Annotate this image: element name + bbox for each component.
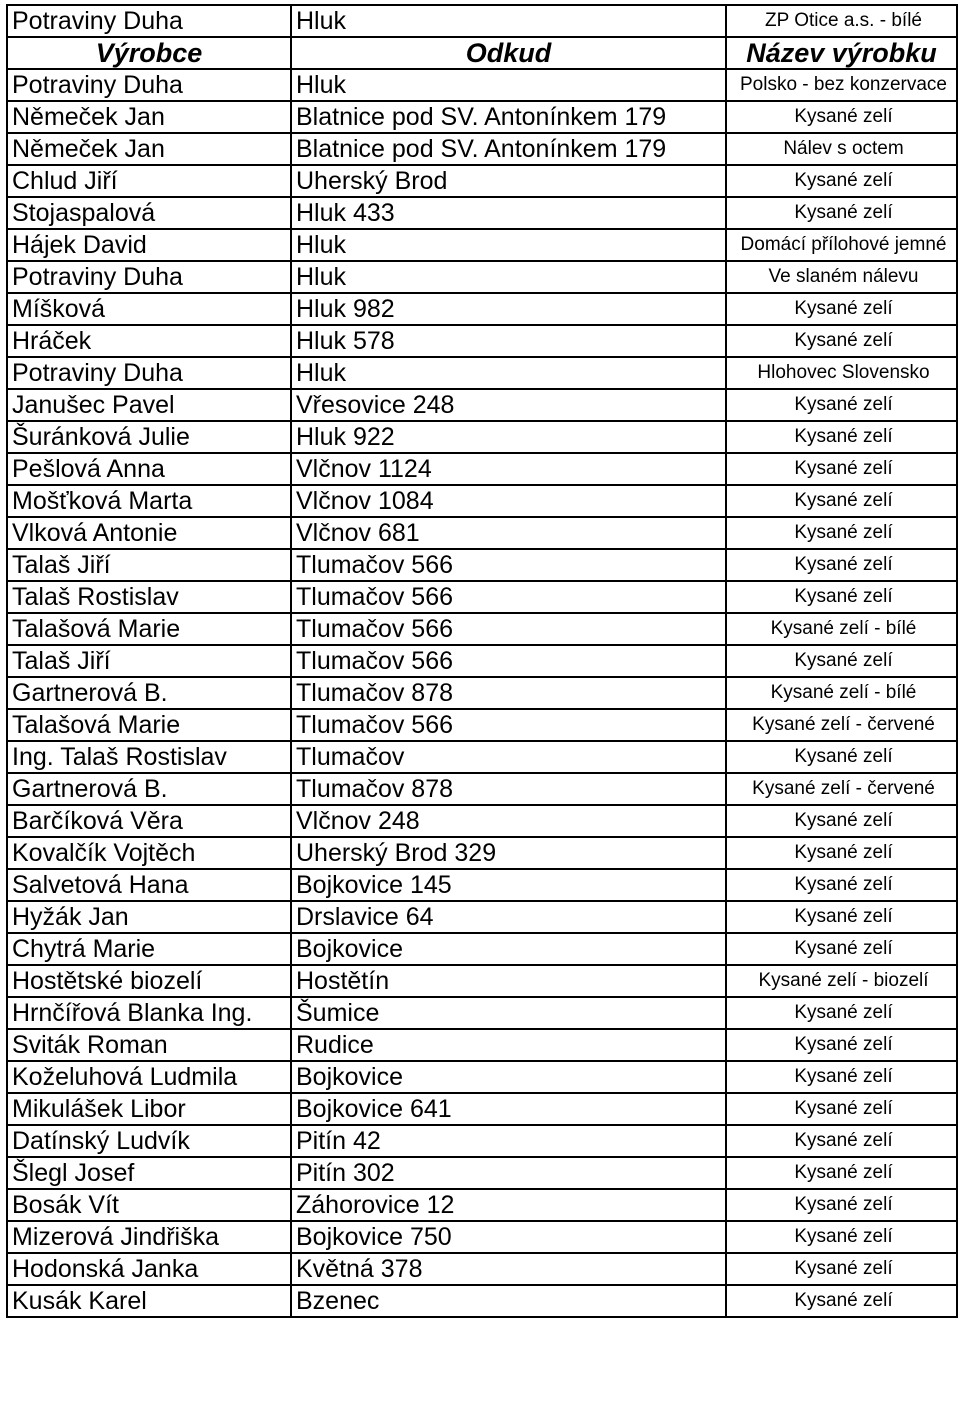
origin-cell: Vřesovice 248	[291, 389, 726, 421]
origin-cell: Hluk	[291, 5, 726, 37]
table-row	[7, 357, 957, 389]
table-row	[7, 325, 957, 357]
product-cell: Kysané zelí	[726, 1029, 957, 1061]
header-row	[7, 37, 957, 69]
table-row	[7, 773, 957, 805]
origin-column-header: Odkud	[291, 37, 726, 69]
product-cell: Kysané zelí	[726, 485, 957, 517]
product-cell: Polsko - bez konzervace	[726, 69, 957, 101]
product-cell: Kysané zelí	[726, 1253, 957, 1285]
product-cell: Kysané zelí	[726, 933, 957, 965]
origin-cell: Drslavice 64	[291, 901, 726, 933]
origin-cell: Blatnice pod SV. Antonínkem 179	[291, 101, 726, 133]
table-row	[7, 453, 957, 485]
producer-cell: Pešlová Anna	[7, 453, 291, 485]
producer-cell: Mošťková Marta	[7, 485, 291, 517]
producer-cell: Potraviny Duha	[7, 69, 291, 101]
product-cell: Kysané zelí	[726, 1061, 957, 1093]
table-row	[7, 421, 957, 453]
origin-cell: Blatnice pod SV. Antonínkem 179	[291, 133, 726, 165]
origin-cell: Pitín 302	[291, 1157, 726, 1189]
producer-cell: Mizerová Jindřiška	[7, 1221, 291, 1253]
producer-cell: Talaš Jiří	[7, 645, 291, 677]
producer-cell: Němeček Jan	[7, 133, 291, 165]
origin-cell: Uherský Brod 329	[291, 837, 726, 869]
product-cell: Kysané zelí	[726, 741, 957, 773]
product-cell: Kysané zelí - bílé	[726, 677, 957, 709]
product-cell: Kysané zelí	[726, 997, 957, 1029]
producer-cell: Talaš Rostislav	[7, 581, 291, 613]
table-row	[7, 613, 957, 645]
origin-cell: Vlčnov 248	[291, 805, 726, 837]
table-row	[7, 293, 957, 325]
origin-cell: Bojkovice	[291, 933, 726, 965]
origin-cell: Bojkovice 641	[291, 1093, 726, 1125]
table-row	[7, 1093, 957, 1125]
producer-column-header: Výrobce	[7, 37, 291, 69]
table-row	[7, 581, 957, 613]
producer-cell: Chytrá Marie	[7, 933, 291, 965]
product-cell: Kysané zelí	[726, 805, 957, 837]
table-row	[7, 709, 957, 741]
producer-cell: Ing. Talaš Rostislav	[7, 741, 291, 773]
table-row	[7, 229, 957, 261]
product-cell: Kysané zelí	[726, 101, 957, 133]
producer-cell: Potraviny Duha	[7, 261, 291, 293]
origin-cell: Hluk 982	[291, 293, 726, 325]
origin-cell: Tlumačov 878	[291, 677, 726, 709]
origin-cell: Rudice	[291, 1029, 726, 1061]
origin-cell: Hluk 433	[291, 197, 726, 229]
origin-cell: Tlumačov 566	[291, 709, 726, 741]
origin-cell: Vlčnov 681	[291, 517, 726, 549]
origin-cell: Hluk	[291, 69, 726, 101]
producer-cell: Talašová Marie	[7, 709, 291, 741]
origin-cell: Tlumačov	[291, 741, 726, 773]
table-row	[7, 645, 957, 677]
origin-cell: Tlumačov 566	[291, 549, 726, 581]
table-body	[7, 5, 957, 1317]
product-cell: Kysané zelí	[726, 1125, 957, 1157]
producer-cell: Potraviny Duha	[7, 5, 291, 37]
table-row	[7, 517, 957, 549]
producer-cell: Salvetová Hana	[7, 869, 291, 901]
product-cell: Kysané zelí	[726, 325, 957, 357]
table-row	[7, 741, 957, 773]
product-cell: Hlohovec Slovensko	[726, 357, 957, 389]
table-row	[7, 997, 957, 1029]
origin-cell: Uherský Brod	[291, 165, 726, 197]
origin-cell: Tlumačov 566	[291, 645, 726, 677]
producer-cell: Hodonská Janka	[7, 1253, 291, 1285]
product-cell: Kysané zelí - červené	[726, 709, 957, 741]
origin-cell: Tlumačov 878	[291, 773, 726, 805]
table-row	[7, 677, 957, 709]
origin-cell: Hluk	[291, 357, 726, 389]
table-row	[7, 261, 957, 293]
product-cell: Kysané zelí	[726, 293, 957, 325]
product-cell: Nálev s octem	[726, 133, 957, 165]
table-row	[7, 1253, 957, 1285]
producer-cell: Hájek David	[7, 229, 291, 261]
origin-cell: Květná 378	[291, 1253, 726, 1285]
product-cell: Kysané zelí	[726, 1221, 957, 1253]
origin-cell: Tlumačov 566	[291, 581, 726, 613]
table-row	[7, 1029, 957, 1061]
table-row	[7, 69, 957, 101]
table-row	[7, 197, 957, 229]
producer-cell: Barčíková Věra	[7, 805, 291, 837]
origin-cell: Bojkovice 145	[291, 869, 726, 901]
origin-cell: Hostětín	[291, 965, 726, 997]
product-cell: Kysané zelí	[726, 517, 957, 549]
table-row	[7, 485, 957, 517]
product-cell: Kysané zelí - červené	[726, 773, 957, 805]
table-row	[7, 1125, 957, 1157]
product-cell: Kysané zelí	[726, 197, 957, 229]
table-row	[7, 101, 957, 133]
producer-cell: Mikulášek Libor	[7, 1093, 291, 1125]
producer-cell: Bosák Vít	[7, 1189, 291, 1221]
origin-cell: Hluk 578	[291, 325, 726, 357]
producer-table	[6, 4, 958, 1318]
table-row	[7, 837, 957, 869]
producer-cell: Datínský Ludvík	[7, 1125, 291, 1157]
table-row	[7, 869, 957, 901]
origin-cell: Hluk	[291, 229, 726, 261]
producer-cell: Janušec Pavel	[7, 389, 291, 421]
producer-cell: Šlegl Josef	[7, 1157, 291, 1189]
origin-cell: Bojkovice 750	[291, 1221, 726, 1253]
origin-cell: Záhorovice 12	[291, 1189, 726, 1221]
product-cell: Kysané zelí	[726, 1189, 957, 1221]
product-cell: Kysané zelí	[726, 645, 957, 677]
producer-cell: Potraviny Duha	[7, 357, 291, 389]
origin-cell: Šumice	[291, 997, 726, 1029]
producer-cell: Vlková Antonie	[7, 517, 291, 549]
table-row	[7, 1221, 957, 1253]
origin-cell: Tlumačov 566	[291, 613, 726, 645]
product-column-header: Název výrobku	[726, 37, 957, 69]
table-row	[7, 901, 957, 933]
table-row	[7, 5, 957, 37]
table-row	[7, 1189, 957, 1221]
producer-cell: Gartnerová B.	[7, 773, 291, 805]
table-row	[7, 165, 957, 197]
table-row	[7, 133, 957, 165]
origin-cell: Vlčnov 1084	[291, 485, 726, 517]
origin-cell: Bzenec	[291, 1285, 726, 1317]
product-cell: Kysané zelí	[726, 1285, 957, 1317]
product-cell: Domácí přílohové jemné	[726, 229, 957, 261]
producer-cell: Kovalčík Vojtěch	[7, 837, 291, 869]
product-cell: Kysané zelí	[726, 581, 957, 613]
table-row	[7, 549, 957, 581]
producer-cell: Sviták Roman	[7, 1029, 291, 1061]
product-cell: Kysané zelí	[726, 869, 957, 901]
product-cell: Kysané zelí - bílé	[726, 613, 957, 645]
table-row	[7, 1061, 957, 1093]
product-cell: Kysané zelí	[726, 837, 957, 869]
producer-cell: Hráček	[7, 325, 291, 357]
producer-cell: Kusák Karel	[7, 1285, 291, 1317]
table-row	[7, 1157, 957, 1189]
producer-cell: Míšková	[7, 293, 291, 325]
origin-cell: Vlčnov 1124	[291, 453, 726, 485]
product-cell: Kysané zelí	[726, 389, 957, 421]
product-cell: ZP Otice a.s. - bílé	[726, 5, 957, 37]
product-cell: Kysané zelí	[726, 1093, 957, 1125]
producer-cell: Talaš Jiří	[7, 549, 291, 581]
origin-cell: Hluk	[291, 261, 726, 293]
product-cell: Kysané zelí	[726, 901, 957, 933]
producer-cell: Hyžák Jan	[7, 901, 291, 933]
producer-cell: Šuránková Julie	[7, 421, 291, 453]
table-row	[7, 1285, 957, 1317]
producer-cell: Hrnčířová Blanka Ing.	[7, 997, 291, 1029]
producer-cell: Chlud Jiří	[7, 165, 291, 197]
table-row	[7, 933, 957, 965]
producer-cell: Stojaspalová	[7, 197, 291, 229]
origin-cell: Pitín 42	[291, 1125, 726, 1157]
product-cell: Kysané zelí - biozelí	[726, 965, 957, 997]
origin-cell: Bojkovice	[291, 1061, 726, 1093]
producer-cell: Gartnerová B.	[7, 677, 291, 709]
producer-cell: Hostětské biozelí	[7, 965, 291, 997]
producer-cell: Němeček Jan	[7, 101, 291, 133]
producer-cell: Talašová Marie	[7, 613, 291, 645]
product-cell: Kysané zelí	[726, 1157, 957, 1189]
table-row	[7, 965, 957, 997]
product-cell: Kysané zelí	[726, 165, 957, 197]
product-cell: Kysané zelí	[726, 549, 957, 581]
origin-cell: Hluk 922	[291, 421, 726, 453]
product-cell: Kysané zelí	[726, 453, 957, 485]
table-row	[7, 805, 957, 837]
producer-cell: Koželuhová Ludmila	[7, 1061, 291, 1093]
product-cell: Kysané zelí	[726, 421, 957, 453]
table-row	[7, 389, 957, 421]
product-cell: Ve slaném nálevu	[726, 261, 957, 293]
